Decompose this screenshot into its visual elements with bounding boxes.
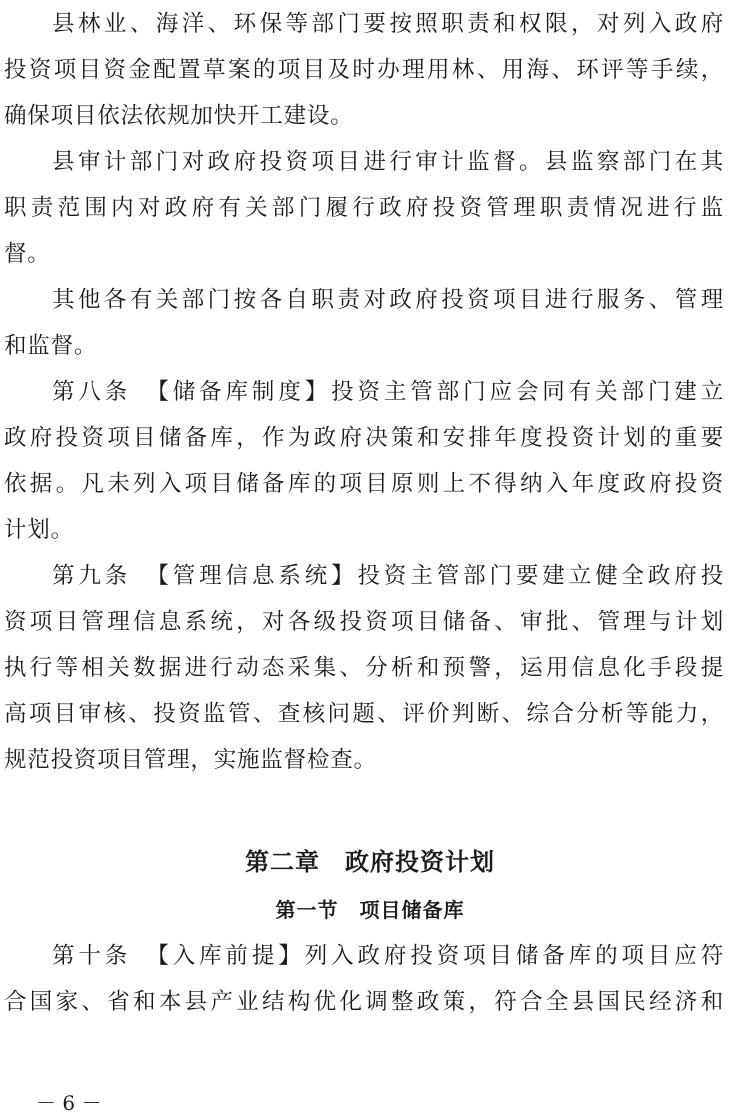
article-9-line: 规范投资项目管理，实施监督检查。 xyxy=(4,747,377,773)
article-9-line: 高项目审核、投资监管、查核问题、评价判断、综合分析等能力， xyxy=(4,701,724,727)
section-title: 第一节 项目储备库 xyxy=(275,898,465,922)
article-9-line: 第九条 【管理信息系统】投资主管部门要建立健全政府投 xyxy=(52,563,724,589)
article-8-line: 依据。凡未列入项目储备库的项目原则上不得纳入年度政府投资 xyxy=(4,471,724,497)
article-8-line: 第八条 【储备库制度】投资主管部门应会同有关部门建立 xyxy=(52,379,724,405)
article-8-line: 计划。 xyxy=(4,517,74,543)
paragraph-line: 县林业、海洋、环保等部门要按照职责和权限，对列入政府 xyxy=(52,11,724,37)
paragraph-line: 投资项目资金配置草案的项目及时办理用林、用海、环评等手续， xyxy=(4,57,724,83)
article-9-line: 资项目管理信息系统，对各级投资项目储备、审批、管理与计划 xyxy=(4,609,724,635)
paragraph-line: 其他各有关部门按各自职责对政府投资项目进行服务、管理 xyxy=(52,287,724,313)
article-9-line: 执行等相关数据进行动态采集、分析和预警，运用信息化手段提 xyxy=(4,655,724,681)
paragraph-line: 和监督。 xyxy=(4,333,98,359)
paragraph-line: 督。 xyxy=(4,241,51,267)
article-10-line: 第十条 【入库前提】列入政府投资项目储备库的项目应符 xyxy=(52,943,724,969)
article-10-line: 合国家、省和本县产业结构优化调整政策，符合全县国民经济和 xyxy=(4,989,724,1015)
chapter-title: 第二章 政府投资计划 xyxy=(245,848,495,876)
article-8-line: 政府投资项目储备库，作为政府决策和安排年度投资计划的重要 xyxy=(4,425,724,451)
paragraph-line: 县审计部门对政府投资项目进行审计监督。县监察部门在其 xyxy=(52,149,724,175)
paragraph-line: 职责范围内对政府有关部门履行政府投资管理职责情况进行监 xyxy=(4,195,724,221)
paragraph-line: 确保项目依法依规加快开工建设。 xyxy=(4,103,354,129)
page-number: － 6 － xyxy=(36,1091,102,1115)
